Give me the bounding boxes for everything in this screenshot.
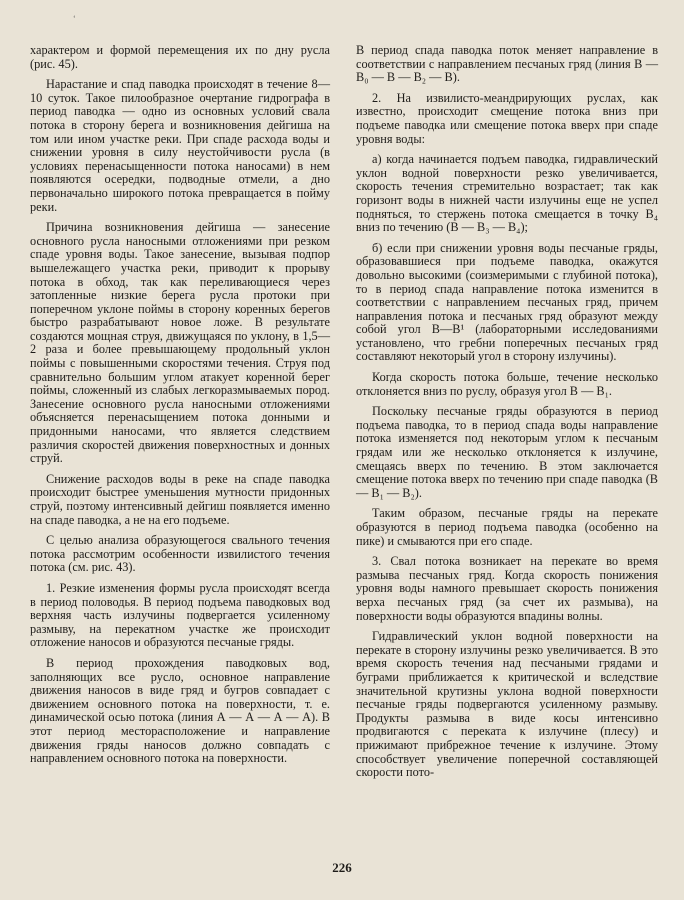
right-paragraph-9: Гидравлический уклон водной поверхности на перекате в сторону излучины резко увеличивается. В это время скорость течения над песчаными грядами и буграми приближается к критической и вследствие значительной крутизны уклона водной поверхности песчаные гряды подвергаются усиленному размыву. Продукты размыва в виде косы интенсивно продвигаются с переката к излучине (плесу) и прижимают прибрежное течение к излучине. Этому способствует увеличение поперечной составляющей скорости пото- xyxy=(356,629,658,780)
right-paragraph-4: б) если при снижении уровня воды песчаные гряды, образовавшиеся при подъеме паводка, окажутся довольно высокими (соизмеримыми с глубиной потока), то в период спада направление потока изменится в соответствии с направлением песчаных гряд, причем направления потока и песчаных гряд образуют между собой угол В—В¹ (лабораторными исследованиями установлено, что гребни поперечных песчаных гряд составляют некоторый угол в сторону излучины). xyxy=(356,240,658,364)
right-column xyxy=(356,44,658,780)
left-paragraph-6: 1. Резкие изменения формы русла происходят всегда в период половодья. В период подъема паводковых вод верхняя часть излучины подвергается усиленному размыву, на перекатном участке же происходит отложение наносов и образуются песчаные гряды. xyxy=(30,580,330,650)
right-paragraph-5: Когда скорость потока больше, течение несколько отклоняется вниз по руслу, образуя угол В — В₁. xyxy=(356,370,658,398)
right-paragraph-1: В период спада паводка поток меняет направление в соответствии с направлением песчаных гряд (линия В — В₀ — В — В₂ — В). xyxy=(356,43,658,85)
left-paragraph-2: Нарастание и спад паводка происходят в течение 8—10 суток. Такое пилообразное очертание гидрографа в период паводка — одно из основных условий свала потока в сторону берега и возникновения дейгиша на том или ином участке реки. При спаде расхода воды и снижении уровня в силу неустойчивости русла (в условиях перенасыщенности потока наносами) в нем появляются осередки, подводные отмели, а дно первоначально широкого потока превращается в пойму реки. xyxy=(30,77,330,214)
left-paragraph-4: Снижение расходов воды в реке на спаде паводка происходит быстрее уменьшения мутности придонных струй, поэтому интенсивный дейгиш появляется именно на спаде паводка, а не на его подъеме. xyxy=(30,471,330,527)
right-paragraph-2: 2. На извилисто-меандрирующих руслах, как известно, происходит смещение потока вниз при подъеме паводка или смещение потока вверх при спаде уровня воды: xyxy=(356,90,658,146)
left-paragraph-5: С целью анализа образующегося свального течения потока рассмотрим особенности извилистого течения потока (см. рис. 43). xyxy=(30,533,330,575)
right-paragraph-8: 3. Свал потока возникает на перекате во время размыва песчаных гряд. Когда скорость понижения уровня воды намного превышает скорость понижения верха песчаных гряд (за счет их размыва), на поверхности воды образуются впадины волны. xyxy=(356,554,658,623)
left-paragraph-1: характером и формой перемещения их по дну русла (рис. 45). xyxy=(30,43,330,71)
left-column xyxy=(30,44,330,766)
page-number: 226 xyxy=(332,860,352,875)
left-paragraph-7: В период прохождения паводковых вод, заполняющих все русло, основное направление движения наносов в виде гряд и бугров совпадает с движением основного потока на поверхности, т. е. динамической осью потока (линия А — А — А — А). В этот период месторасположение и направление движения гряды наносов должно совпадать с направлением основного потока на поверхности. xyxy=(30,655,330,766)
right-paragraph-7: Таким образом, песчаные гряды на перекате образуются в период подъема паводка (особенно на пике) и смываются при его спаде. xyxy=(356,506,658,548)
corner-mark: ʻ xyxy=(73,14,76,23)
left-paragraph-3: Причина возникновения дейгиша — занесение основного русла наносными отложениями при резком спаде уровня воды. Такое занесение, вызывая подпор вышележащего участка реки, приводит к прорыву потока в обход, так как переливающиеся через затопленные низкие берега русла протоки при поперечном уклоне поймы в сторону коренных берегов быстро разрабатывают новое ложе. В результате создаются мощная струя, движущаяся по уклону, в 1,5—2 раза и более превышающему продольный уклон поймы с повышенными скоростями течения. Струя под сравнительно большим углом атакует коренной берег поймы, сложенный из слабых легкоразмываемых пород. Занесение основного русла наносными отложениями объясняется перенасыщением потока донными и придонными наносами, что является следствием различия скоростей движения поверхностных и донных струй. xyxy=(30,220,330,466)
right-paragraph-3: а) когда начинается подъем паводка, гидравлический уклон водной поверхности резко увеличивается, скорость течения стремительно возрастает; так как горизонт воды в нижней части излучины еще не успел подняться, то стержень потока смещается в точку В₄ вниз по течению (В — В₃ — В₄); xyxy=(356,152,658,235)
right-paragraph-6: Поскольку песчаные гряды образуются в период подъема паводка, то в период спада воды направление потока изменяется под некоторым углом к песчаным грядам или же несколько отклоняется к излучине, смещаясь вверх по течению. В этом заключается смещение потока вверх по течению при спаде паводка (В — В₁ — В₂). xyxy=(356,404,658,500)
